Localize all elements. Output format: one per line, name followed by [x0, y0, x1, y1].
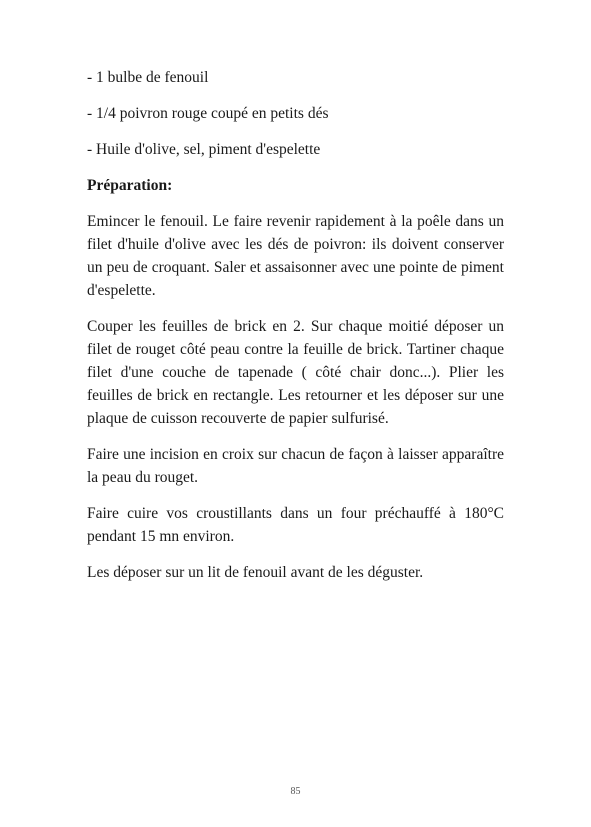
preparation-paragraph: Couper les feuilles de brick en 2. Sur chaque moitié déposer un filet de rouget côté peau contre la feuille de brick. Tartiner chaque filet d'une couche de tapenade ( côté chair donc...). Plier les feuilles de brick en rectangle. Les retourner et les déposer sur une plaque de cuisson recouverte de papier sulfurisé. [87, 318, 504, 427]
preparation-paragraph: Les déposer sur un lit de fenouil avant de les déguster. [87, 564, 424, 581]
page-number: 85 [290, 786, 301, 797]
preparation-heading: Préparation: [87, 177, 173, 194]
recipe-content [87, 66, 504, 597]
ingredient-item: - Huile d'olive, sel, piment d'espelette [87, 141, 321, 158]
ingredient-item: - 1 bulbe de fenouil [87, 69, 209, 86]
preparation-paragraph: Faire une incision en croix sur chacun de façon à laisser apparaître la peau du rouget. [87, 446, 504, 486]
ingredient-item: - 1/4 poivron rouge coupé en petits dés [87, 105, 329, 122]
preparation-paragraph: Emincer le fenouil. Le faire revenir rapidement à la poêle dans un filet d'huile d'olive avec les dés de poivron: ils doivent conserver un peu de croquant. Saler et assaisonner avec une pointe de piment d'espelette. [87, 213, 504, 299]
preparation-paragraph: Faire cuire vos croustillants dans un four préchauffé à 180°C pendant 15 mn environ. [87, 505, 504, 545]
